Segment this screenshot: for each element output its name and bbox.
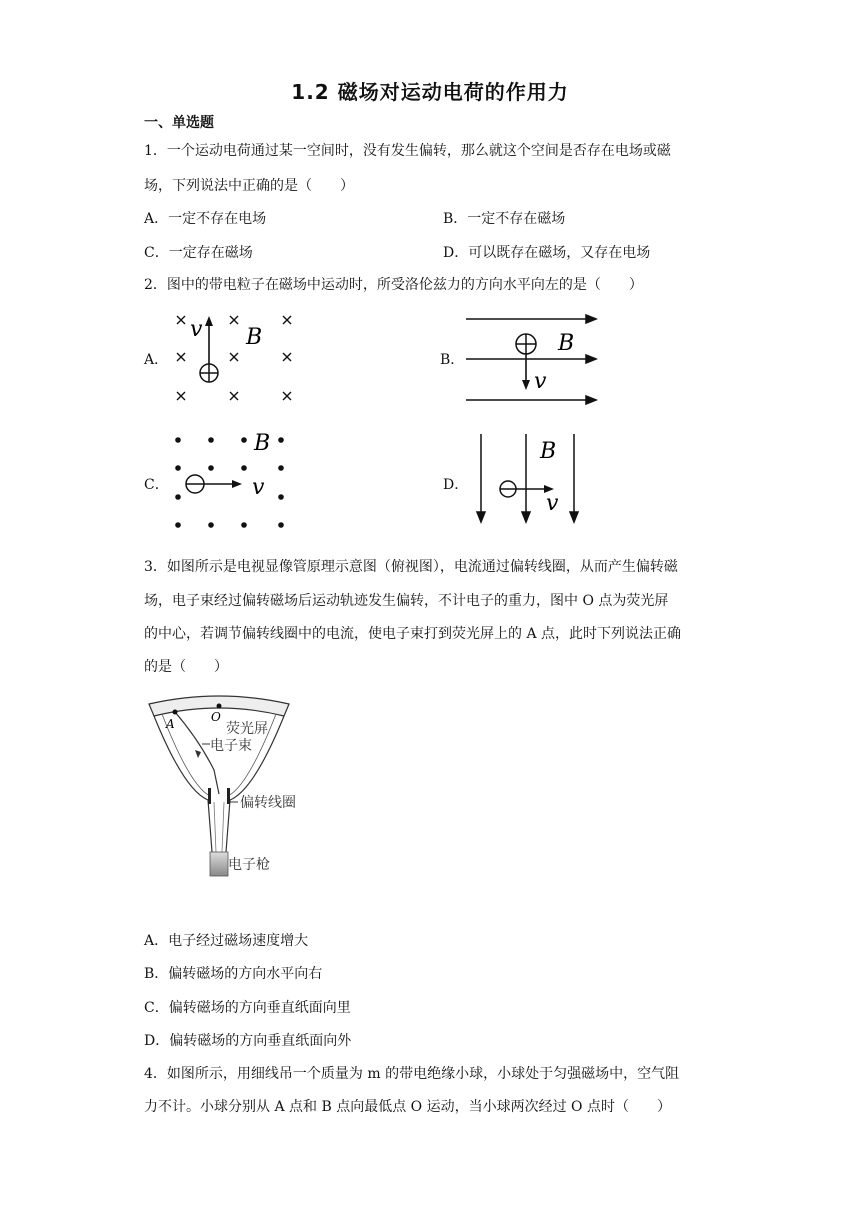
q2-figure-d xyxy=(468,430,588,530)
q2-label-d: D． xyxy=(443,477,469,493)
screen-label: 荧光屏 xyxy=(226,721,268,737)
q2-figure-a xyxy=(168,308,308,408)
q3-line4: 的是（ ） xyxy=(144,659,228,675)
point-o-dot xyxy=(217,704,222,709)
q3-option-d: D．偏转磁场的方向垂直纸面向外 xyxy=(144,1033,352,1049)
q3-crt-diagram xyxy=(144,690,324,886)
q3-line3: 的中心，若调节偏转线圈中的电流，使电子束打到荧光屏上的 A 点，此时下列说法正确 xyxy=(144,626,682,642)
point-a-label: A xyxy=(166,717,175,731)
q1-option-b: B．一定不存在磁场 xyxy=(443,211,566,227)
b-field-lines-down xyxy=(477,434,578,522)
q3-line1: 3．如图所示是电视显像管原理示意图（俯视图），电流通过偏转线圈，从而产生偏转磁 xyxy=(144,559,678,575)
q3-option-c: C．偏转磁场的方向垂直纸面向里 xyxy=(144,1000,351,1016)
q2-figure-c xyxy=(168,428,298,534)
q1-option-a: A．一定不存在电场 xyxy=(144,211,267,227)
field-symbol: B xyxy=(254,431,271,456)
b-field-lines-right xyxy=(466,315,596,404)
q2-line1: 2．图中的带电粒子在磁场中运动时，所受洛伦兹力的方向水平向左的是（ ） xyxy=(144,277,643,293)
q1-option-c: C．一定存在磁场 xyxy=(144,245,253,261)
q2-figure-b xyxy=(462,308,602,412)
velocity-symbol: v xyxy=(534,369,547,394)
q3-option-b: B．偏转磁场的方向水平向右 xyxy=(144,966,323,982)
q4-line2: 力不计。小球分别从 A 点和 B 点向最低点 O 运动，当小球两次经过 O 点时（ ） xyxy=(144,1099,671,1115)
q1-line2: 场，下列说法中正确的是（ ） xyxy=(144,178,354,194)
deflection-coil-left xyxy=(208,788,211,804)
q3-option-a: A．电子经过磁场速度增大 xyxy=(144,933,309,949)
q4-line1: 4．如图所示，用细线吊一个质量为 m 的带电绝缘小球，小球处于匀强磁场中，空气阻 xyxy=(144,1066,680,1082)
velocity-symbol: v xyxy=(546,491,559,516)
coil-label: 偏转线圈 xyxy=(240,795,296,811)
point-o-label: O xyxy=(211,710,221,724)
q1-option-d: D．可以既存在磁场，又存在电场 xyxy=(443,245,651,261)
point-a-dot xyxy=(173,710,178,715)
field-symbol: B xyxy=(246,325,263,350)
q2-label-c: C． xyxy=(144,477,169,493)
section-heading: 一、单选题 xyxy=(144,115,214,131)
page-title: 1.2 磁场对运动电荷的作用力 xyxy=(291,80,569,104)
field-symbol: B xyxy=(558,331,575,356)
q3-line2: 场，电子束经过偏转磁场后运动轨迹发生偏转，不计电子的重力，图中 O 点为荧光屏 xyxy=(144,593,669,609)
beam-label: 电子束 xyxy=(210,738,252,754)
q2-label-b: B． xyxy=(440,352,465,368)
q2-label-a: A． xyxy=(144,352,169,368)
deflection-coil-right xyxy=(227,788,230,804)
q1-line1: 1．一个运动电荷通过某一空间时，没有发生偏转，那么就这个空间是否存在电场或磁 xyxy=(144,143,671,159)
velocity-symbol: v xyxy=(190,317,203,342)
velocity-symbol: v xyxy=(252,475,265,500)
field-symbol: B xyxy=(540,439,557,464)
gun-label: 电子枪 xyxy=(228,857,270,873)
electron-gun-icon xyxy=(210,852,228,876)
